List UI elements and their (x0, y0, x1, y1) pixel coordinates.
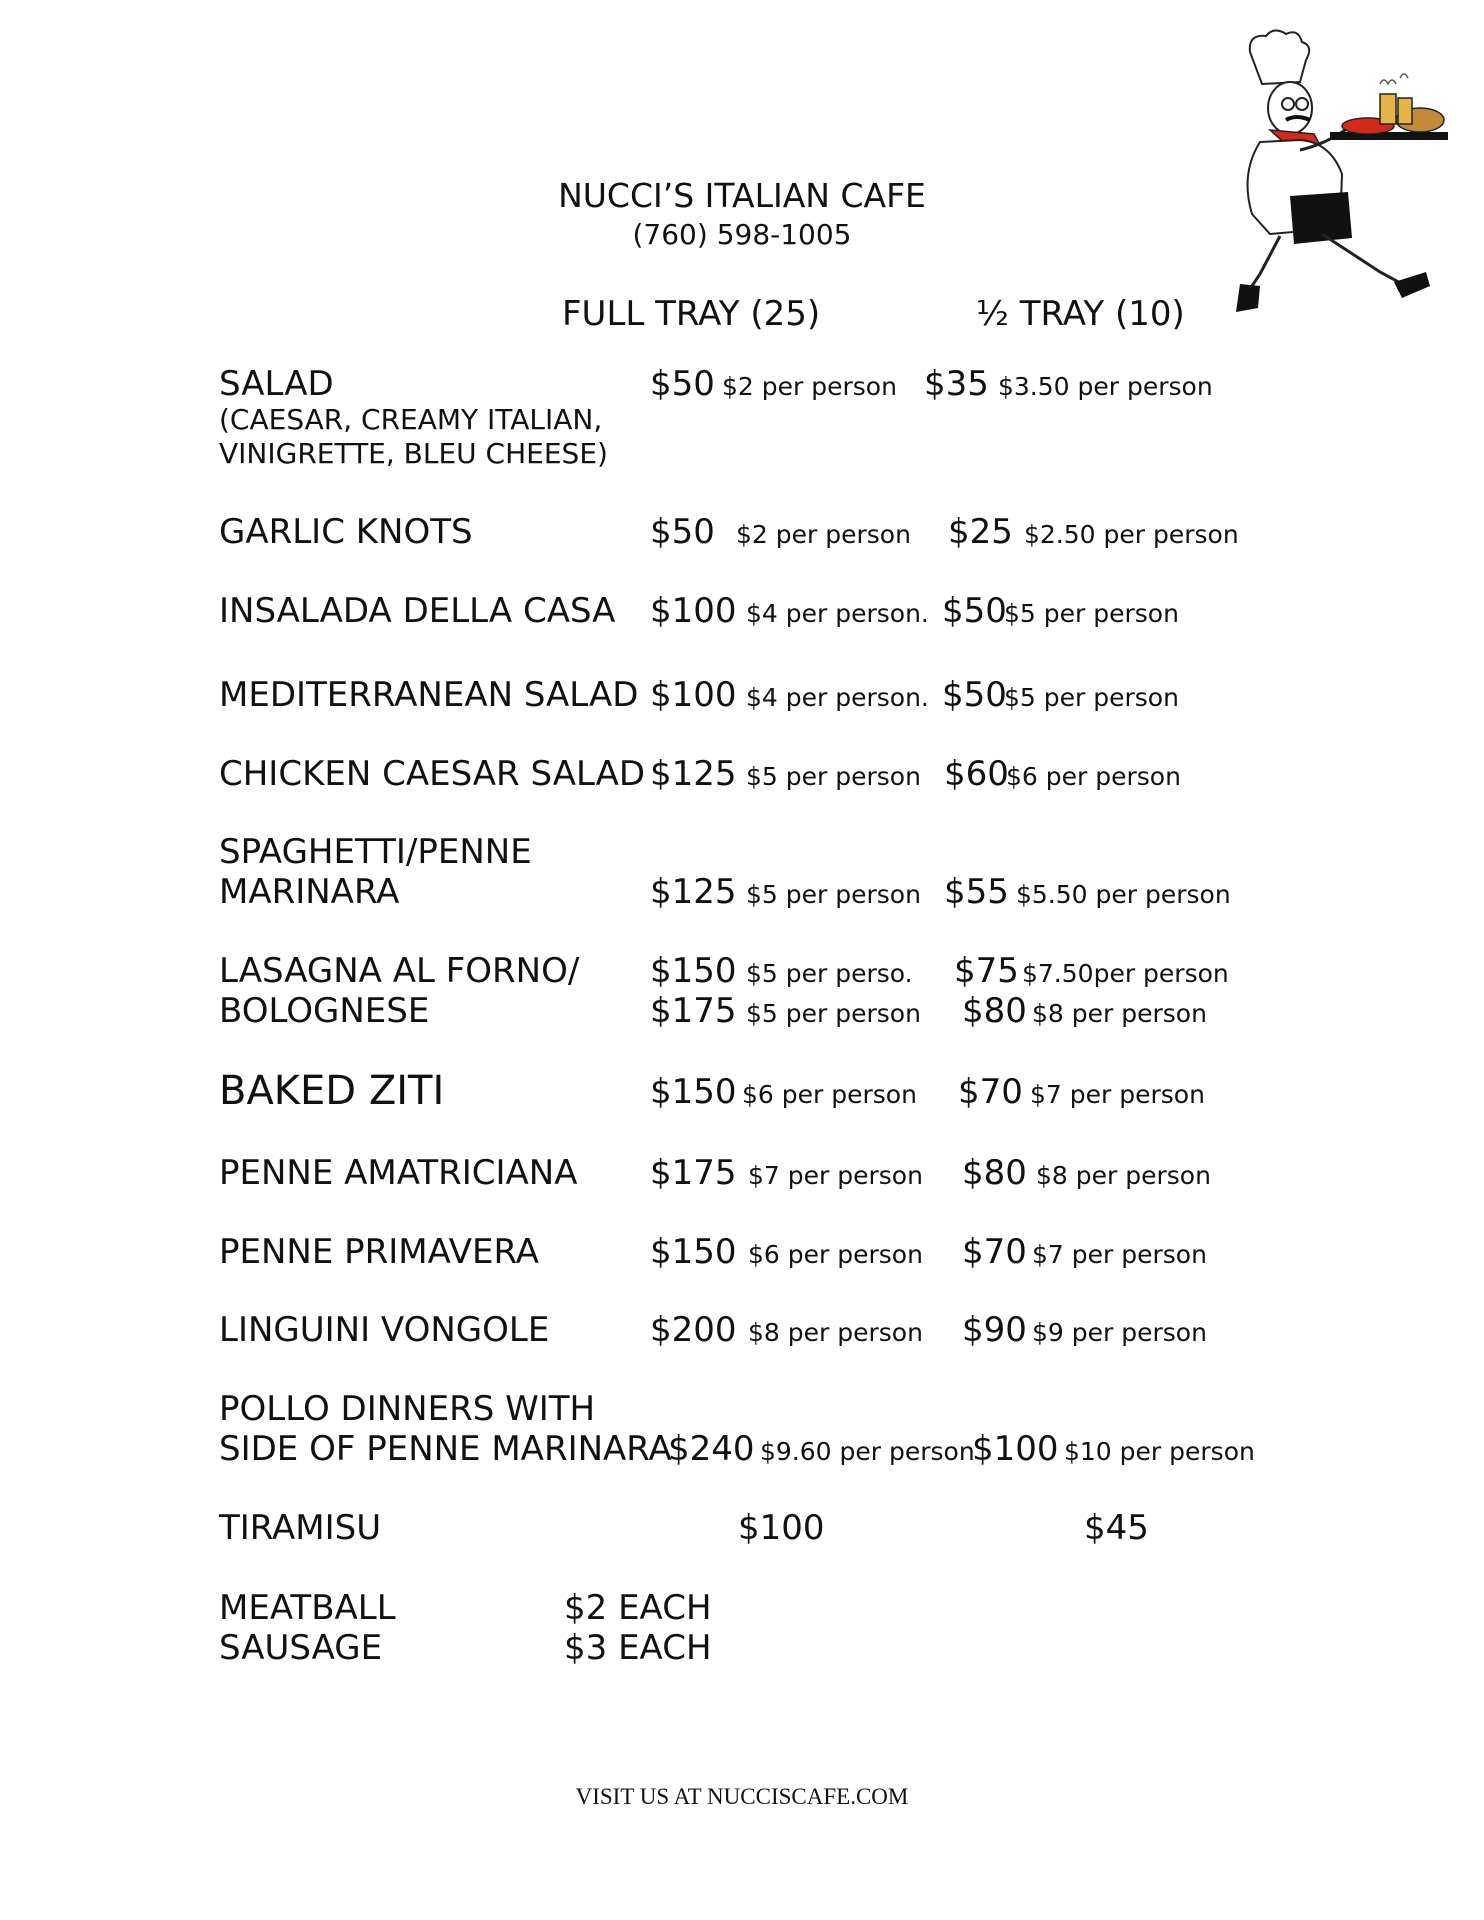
full-per-person: $7 per person (748, 1161, 923, 1190)
item-name-line2: BOLOGNESE (219, 991, 430, 1031)
half-tray-price: $60 (944, 754, 1009, 794)
full-per-person: $4 per person. (746, 599, 929, 628)
half-per-person: $5.50 per person (1016, 880, 1231, 909)
half-per-person: $7 per person (1030, 1080, 1205, 1109)
full-per-person: $5 per person (746, 999, 921, 1028)
half-tray-price: $75 (954, 951, 1019, 991)
full-per-person: $8 per person (748, 1318, 923, 1347)
item-name: MEDITERRANEAN SALAD (219, 675, 639, 715)
item-name: PENNE PRIMAVERA (219, 1232, 539, 1272)
item-name: TIRAMISU (219, 1508, 382, 1548)
item-name: SPAGHETTI/PENNE (219, 832, 532, 872)
full-tray-price: $150 (650, 1072, 737, 1112)
item-name: BAKED ZITI (219, 1068, 445, 1114)
full-tray-price: $100 (650, 675, 737, 715)
half-tray-price: $100 (972, 1429, 1059, 1469)
item-name: GARLIC KNOTS (219, 512, 473, 552)
full-tray-price: $100 (738, 1508, 825, 1548)
half-tray-price: $80 (962, 991, 1027, 1031)
item-name: PENNE AMATRICIANA (219, 1153, 578, 1193)
item-name: SAUSAGE (219, 1628, 383, 1668)
half-tray-price: $50 (942, 675, 1007, 715)
half-per-person: $7.50per person (1022, 959, 1229, 988)
half-tray-price: $50 (942, 591, 1007, 631)
full-tray-price: $150 (650, 1232, 737, 1272)
half-tray-price: $45 (1084, 1508, 1149, 1548)
item-description: VINIGRETTE, BLEU CHEESE) (219, 437, 608, 470)
full-tray-price: $125 (650, 754, 737, 794)
chef-logo-icon (1230, 24, 1450, 324)
item-name: MEATBALL (219, 1588, 396, 1628)
half-per-person: $6 per person (1006, 762, 1181, 791)
item-name: LASAGNA AL FORNO/ (219, 951, 580, 991)
half-per-person: $5 per person (1004, 599, 1179, 628)
half-per-person: $7 per person (1032, 1240, 1207, 1269)
item-name: SALAD (219, 364, 334, 404)
each-price: $3 EACH (564, 1628, 712, 1668)
full-per-person: $5 per person (746, 762, 921, 791)
half-tray-price: $70 (958, 1072, 1023, 1112)
item-name: LINGUINI VONGOLE (219, 1310, 550, 1350)
half-tray-price: $55 (944, 872, 1009, 912)
full-tray-header: FULL TRAY (25) (562, 294, 821, 334)
full-per-person: $2 per person (722, 372, 897, 401)
full-tray-price: $150 (650, 951, 737, 991)
half-per-person: $5 per person (1004, 683, 1179, 712)
full-tray-price: $50 (650, 364, 715, 404)
full-per-person: $5 per person (746, 880, 921, 909)
half-per-person: $8 per person (1032, 999, 1207, 1028)
restaurant-name: NUCCI’S ITALIAN CAFE (558, 176, 926, 215)
half-tray-price: $35 (924, 364, 989, 404)
full-tray-price: $175 (650, 991, 737, 1031)
full-per-person: $2 per person (736, 520, 911, 549)
full-per-person: $5 per perso. (746, 959, 913, 988)
restaurant-phone: (760) 598-1005 (632, 218, 852, 251)
item-name-line2: MARINARA (219, 872, 400, 912)
footer-website: VISIT US AT NUCCISCAFE.COM (575, 1784, 909, 1809)
item-name: INSALADA DELLA CASA (219, 591, 616, 631)
half-tray-price: $70 (962, 1232, 1027, 1272)
full-tray-price: $125 (650, 872, 737, 912)
full-per-person: $9.60 per person (760, 1437, 975, 1466)
full-tray-price: $100 (650, 591, 737, 631)
half-per-person: $10 per person (1064, 1437, 1255, 1466)
full-tray-price: $240 (668, 1429, 755, 1469)
full-per-person: $6 per person (748, 1240, 923, 1269)
each-price: $2 EACH (564, 1588, 712, 1628)
full-per-person: $6 per person (742, 1080, 917, 1109)
item-name: POLLO DINNERS WITH (219, 1389, 596, 1429)
full-tray-price: $200 (650, 1310, 737, 1350)
item-description: (CAESAR, CREAMY ITALIAN, (219, 403, 603, 436)
item-name-line2: SIDE OF PENNE MARINARA (219, 1429, 672, 1469)
half-tray-header: ½ TRAY (10) (976, 294, 1185, 334)
half-per-person: $3.50 per person (998, 372, 1213, 401)
half-tray-price: $25 (948, 512, 1013, 552)
half-tray-price: $80 (962, 1153, 1027, 1193)
full-tray-price: $175 (650, 1153, 737, 1193)
half-per-person: $2.50 per person (1024, 520, 1239, 549)
full-tray-price: $50 (650, 512, 715, 552)
item-name: CHICKEN CAESAR SALAD (219, 754, 646, 794)
half-per-person: $9 per person (1032, 1318, 1207, 1347)
half-per-person: $8 per person (1036, 1161, 1211, 1190)
half-tray-price: $90 (962, 1310, 1027, 1350)
full-per-person: $4 per person. (746, 683, 929, 712)
